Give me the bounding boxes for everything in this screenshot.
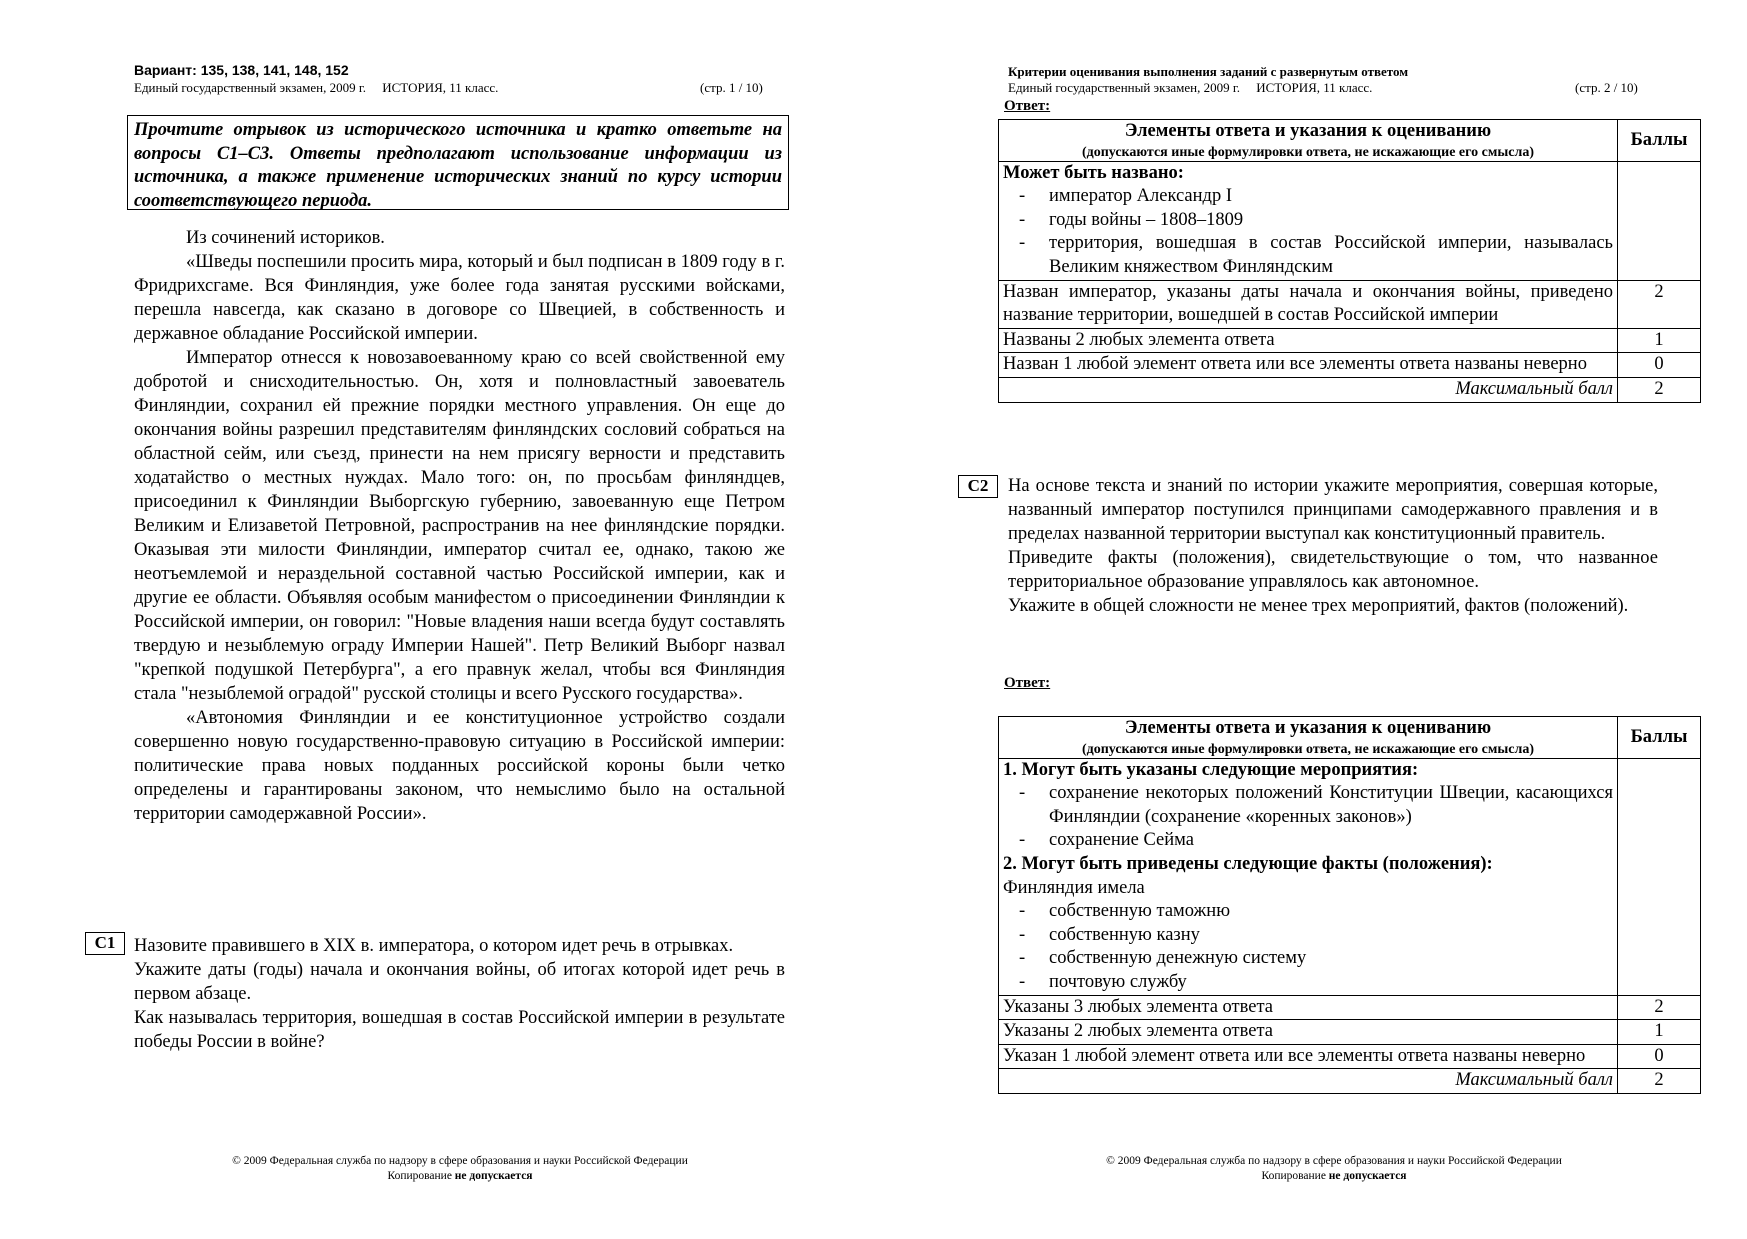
score-header: Баллы [1618, 717, 1701, 759]
question-line: Как называлась территория, вошедшая в состав Российской империи в результате победы России в войне? [134, 1008, 785, 1052]
table-row [999, 1044, 1701, 1069]
table-row [999, 161, 1701, 280]
criterion-score: 1 [1618, 1020, 1701, 1045]
table-header: Элементы ответа и указания к оцениванию [1124, 121, 1492, 141]
criterion-score: 0 [1618, 353, 1701, 378]
question-line: Укажите даты (годы) начала и окончания войны, об итогах которой идет речь в первом абзаце. [134, 960, 785, 1004]
table-header-row [999, 717, 1701, 759]
table-subheader: (допускаются иные формулировки ответа, не искажающие его смысла) [1081, 144, 1535, 160]
table-row [999, 377, 1701, 402]
max-score-label: Максимальный балл [999, 1069, 1618, 1094]
footer-copyright: © 2009 Федеральная служба по надзору в сфере образования и науки Российской Федерации [1106, 1155, 1562, 1167]
question-line: Назовите правившего в XIX в. императора, о котором идет речь в отрывках. [134, 936, 734, 956]
question-paragraph: На основе текста и знаний по истории укажите мероприятия, совершая которые, названный император поступился принципами самодержавного правления и в пределах названной территории выступал как конституционный правитель. [1008, 476, 1658, 544]
table-row [999, 1069, 1701, 1094]
max-score-value: 2 [1618, 377, 1701, 402]
criterion-score: 0 [1618, 1044, 1701, 1069]
grading-table-c2 [998, 716, 1701, 1094]
elements-list [1003, 185, 1613, 279]
exam-header: Единый государственный экзамен, 2009 г. ИСТОРИЯ, 11 класс. [134, 80, 499, 95]
criterion-text: Указан 1 любой элемент ответа или все элементы ответа названы неверно [999, 1044, 1618, 1069]
list-item: - собственную таможню [1003, 900, 1613, 924]
variant-label: Вариант: 135, 138, 141, 148, 152 [134, 62, 349, 78]
list-item: - сохранение некоторых положений Конституции Швеции, касающихся Финляндии (сохранение «коренных законов») [1003, 782, 1613, 829]
footer-copyright: © 2009 Федеральная служба по надзору в сфере образования и науки Российской Федерации [232, 1155, 688, 1167]
list-item: - годы войны – 1808–1809 [1003, 209, 1613, 233]
criterion-score: 2 [1618, 995, 1701, 1020]
source-paragraph: Император отнесся к новозавоеванному краю со всей свойственной ему добротой и снисходительностью. Он, хотя и полновластный завоеватель Финляндии, сохранил ей прежние порядки местного управления. Он еще до окончания войны разрешил представителям финляндских сословий собраться на областной сейм, или съезд, принести на нем присягу верности и представить ходатайство о местных нуждах. Мало того: он, по просьбам финляндцев, присоединил к Финляндии Выборгскую губернию, завоеванную еще Петром Великим и Елизаветой Петровной, распространив на нее финляндские порядки. Оказывая эти милости Финляндии, император считал ее, однако, такою же неотъемлемой и нераздельной составной частью Российской империи, как и другие ее области. Объявляя особым манифестом о присоединении Финляндии к Российской империи, он говорил: "Новые владения наши всегда будут составлять твердую и незыблемую ограду Империи Нашей". Петр Великий Выборг назвал "крепкой подушкой Петербурга", а его правнук желал, чтобы вся Финляндия стала "незыблемой оградой" русской столицы и всего Русского государства». [134, 348, 785, 704]
max-score-label: Максимальный балл [999, 377, 1618, 402]
page-number: (стр. 2 / 10) [1575, 80, 1638, 95]
score-header: Баллы [1618, 120, 1701, 162]
answer-label: Ответ: [1004, 98, 1051, 114]
question-paragraph: Приведите факты (положения), свидетельствующие о том, что названное территориальное образование управлялось как автономное. [1008, 548, 1658, 592]
exam-header: Единый государственный экзамен, 2009 г. ИСТОРИЯ, 11 класс. [1008, 80, 1373, 95]
page-number: (стр. 1 / 10) [700, 80, 763, 95]
criterion-text: Указаны 3 любых элемента ответа [999, 995, 1618, 1020]
question-c2-label: С2 [958, 475, 998, 498]
table-subheader: (допускаются иные формулировки ответа, не искажающие его смысла) [1081, 741, 1535, 757]
source-paragraph: «Шведы поспешили просить мира, который и был подписан в 1809 году в г. Фридрихсгаме. Вся Финляндия, уже более года занятая русскими войсками, перешла навсегда, как сказано в договоре со Швецией, в собственность и державное обладание Российской империи. [134, 252, 785, 344]
grading-table-c1 [998, 119, 1701, 403]
table-row [999, 1020, 1701, 1045]
criterion-text: Названы 2 любых элемента ответа [999, 328, 1618, 353]
source-paragraph: «Автономия Финляндии и ее конституционное устройство создали совершенно новую государственно-правовую ситуацию в Российской империи: политические права новых подданных российской короны были четко определены и гарантированы законом, что немыслимо было на остальной территории самодержавной России». [134, 708, 785, 824]
list-item: - собственную денежную систему [1003, 947, 1613, 971]
list-item: - сохранение Сейма [1003, 829, 1613, 853]
list-item: - собственную казну [1003, 924, 1613, 948]
criterion-text: Назван император, указаны даты начала и окончания войны, приведено название территории, вошедшей в состав Российской империи [999, 280, 1618, 328]
table-row [999, 758, 1701, 995]
elements-list [1003, 900, 1613, 994]
elements-lead: 2. Могут быть приведены следующие факты (положения): [1003, 853, 1493, 874]
footer [180, 1154, 740, 1184]
intro-instruction-text: Прочтите отрывок из исторического источника и кратко ответьте на вопросы С1–С3. Ответы предполагают использование информации из источника, а также применение исторических знаний по курсу истории соответствующего периода. [134, 120, 782, 211]
max-score-value: 2 [1618, 1069, 1701, 1094]
table-row [999, 280, 1701, 328]
source-title: Из сочинений историков. [186, 228, 385, 248]
elements-sublead: Финляндия имела [1003, 877, 1145, 898]
criteria-title: Критерии оценивания выполнения заданий с развернутым ответом [1008, 64, 1409, 79]
footer-copy-notice: Копирование не допускается [387, 1170, 533, 1182]
table-row [999, 995, 1701, 1020]
question-paragraph: Укажите в общей сложности не менее трех мероприятий, фактов (положений). [1008, 596, 1629, 616]
elements-lead: Может быть названо: [1003, 162, 1184, 183]
table-row [999, 328, 1701, 353]
table-row [999, 353, 1701, 378]
list-item: - император Александр I [1003, 185, 1613, 209]
question-c2-text [1008, 474, 1658, 618]
list-item: - территория, вошедшая в состав Российской империи, называлась Великим княжеством Финляндским [1003, 232, 1613, 279]
criterion-text: Указаны 2 любых элемента ответа [999, 1020, 1618, 1045]
list-item: - почтовую службу [1003, 971, 1613, 995]
source-text [134, 226, 785, 826]
criterion-text: Назван 1 любой элемент ответа или все элементы ответа названы неверно [999, 353, 1618, 378]
criterion-score: 1 [1618, 328, 1701, 353]
answer-label: Ответ: [1004, 675, 1051, 691]
elements-list [1003, 782, 1613, 853]
elements-lead: 1. Могут быть указаны следующие мероприятия: [1003, 759, 1419, 780]
footer-copy-notice: Копирование не допускается [1261, 1170, 1407, 1182]
criterion-score: 2 [1618, 280, 1701, 328]
footer [1054, 1154, 1614, 1184]
question-c1-label: С1 [85, 932, 125, 955]
question-c1-text [134, 934, 785, 1054]
intro-instruction-box [127, 115, 789, 210]
table-header: Элементы ответа и указания к оцениванию [1124, 718, 1492, 738]
table-header-row [999, 120, 1701, 162]
